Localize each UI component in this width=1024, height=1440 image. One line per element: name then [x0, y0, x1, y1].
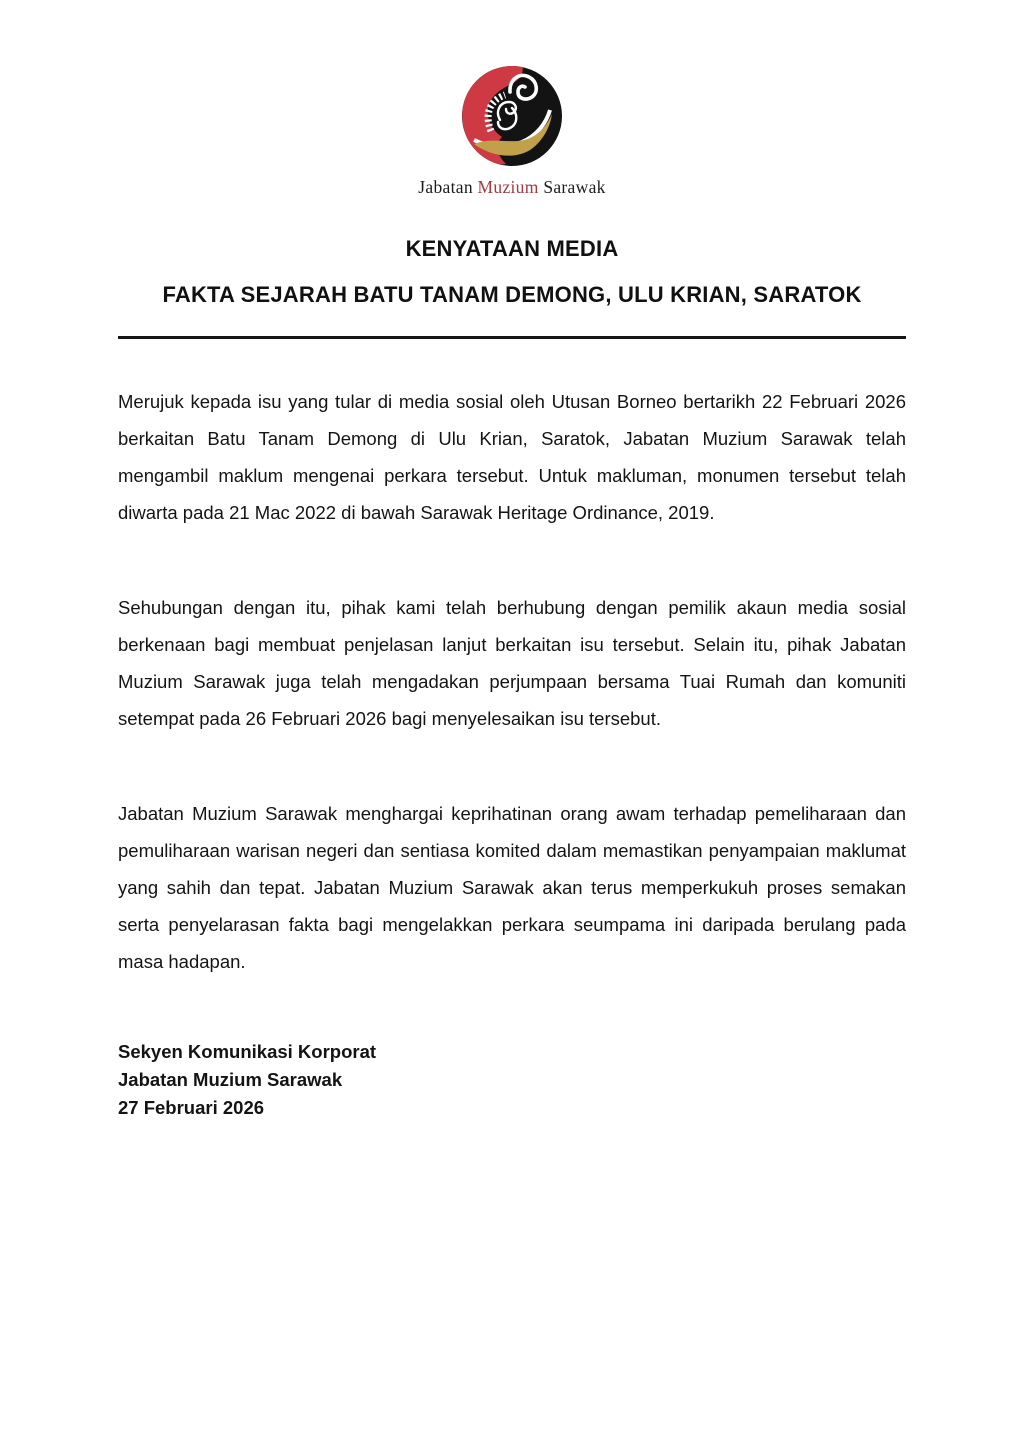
divider-line — [118, 336, 906, 339]
signature-date: 27 Februari 2026 — [118, 1097, 265, 1118]
signature-section: Sekyen Komunikasi Korporat — [118, 1041, 377, 1062]
logo-caption — [118, 177, 906, 198]
signature-department: Jabatan Muzium Sarawak — [118, 1069, 343, 1090]
museum-logo-icon — [460, 64, 564, 168]
press-release-title: KENYATAAN MEDIA — [405, 236, 619, 261]
press-release-subtitle: FAKTA SEJARAH BATU TANAM DEMONG, ULU KRIAN, SARATOK — [162, 282, 862, 307]
press-release-body — [118, 383, 906, 980]
logo-container — [118, 0, 906, 198]
logo-caption-sarawak: Sarawak — [538, 177, 606, 197]
signature-block — [118, 1038, 906, 1122]
paragraph-2: Sehubungan dengan itu, pihak kami telah berhubung dengan pemilik akaun media sosial berkenaan bagi membuat penjelasan lanjut berkaitan isu tersebut. Selain itu, pihak Jabatan Muzium Sarawak juga telah mengadakan perjumpaan bersama Tuai Rumah dan komuniti setempat pada 26 Februari 2026 bagi menyelesaikan isu tersebut. — [118, 597, 906, 729]
logo-caption-jabatan: Jabatan — [418, 177, 478, 197]
paragraph-1: Merujuk kepada isu yang tular di media sosial oleh Utusan Borneo bertarikh 22 Februari 2026 berkaitan Batu Tanam Demong di Ulu Krian, Saratok, Jabatan Muzium Sarawak telah mengambil maklum mengenai perkara tersebut. Untuk makluman, monumen tersebut telah diwarta pada 21 Mac 2022 di bawah Sarawak Heritage Ordinance, 2019. — [118, 391, 906, 523]
paragraph-3: Jabatan Muzium Sarawak menghargai keprihatinan orang awam terhadap pemeliharaan dan pemuliharaan warisan negeri dan sentiasa komited dalam memastikan penyampaian maklumat yang sahih dan tepat. Jabatan Muzium Sarawak akan terus memperkukuh proses semakan serta penyelarasan fakta bagi mengelakkan perkara seumpama ini daripada berulang pada masa hadapan. — [118, 803, 906, 972]
logo-caption-muzium: Muzium — [477, 177, 539, 197]
